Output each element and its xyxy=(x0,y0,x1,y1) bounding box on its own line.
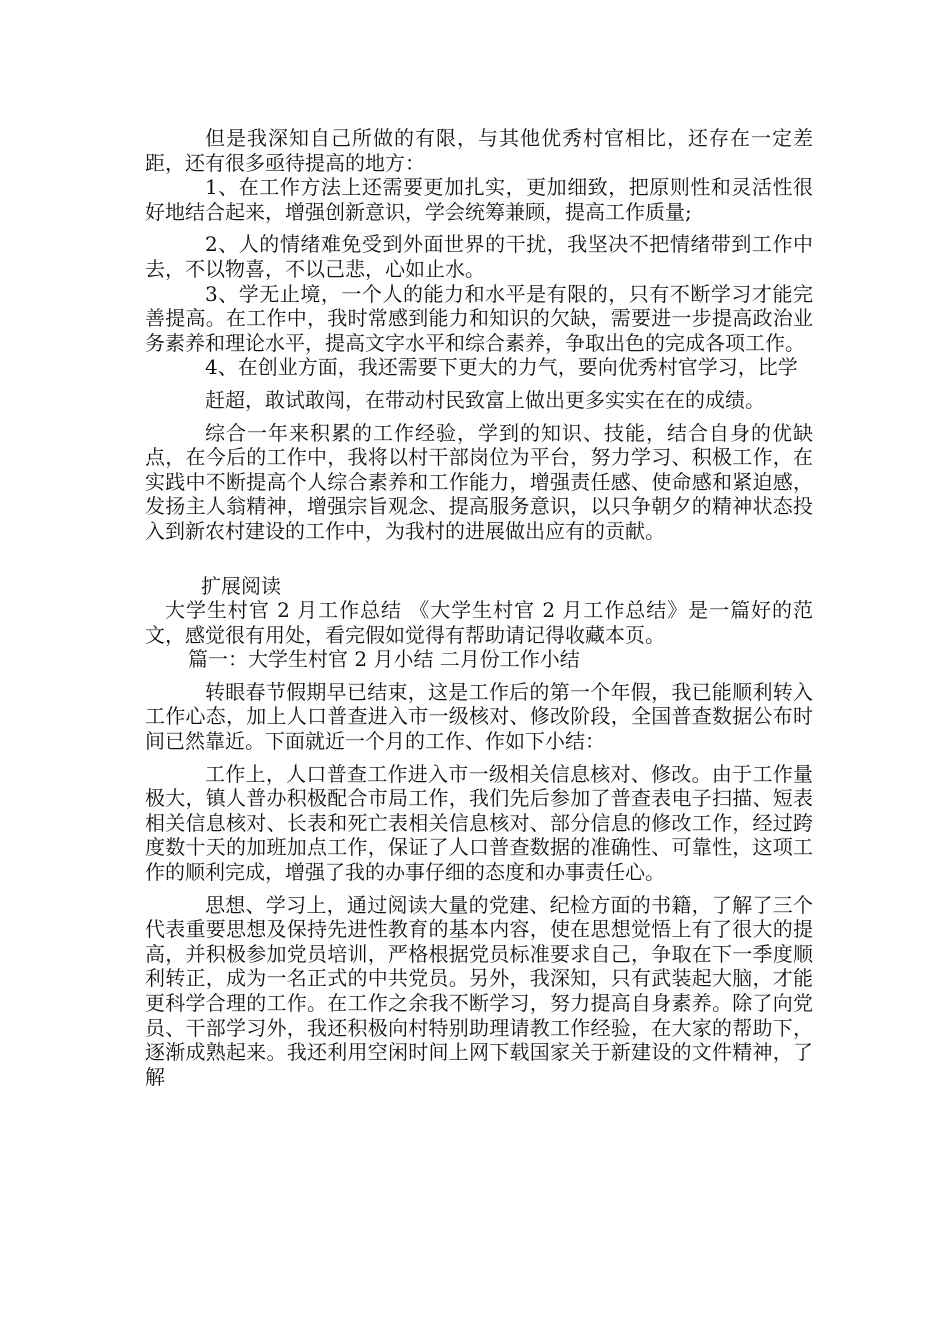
paragraph-item-4-continued: 赶超，敢试敢闯，在带动村民致富上做出更多实实在在的成绩。 xyxy=(205,387,765,412)
paragraph-shortcomings-intro: 但是我深知自己所做的有限，与其他优秀村官相比，还存在一定差距，还有很多亟待提高的地方： xyxy=(145,126,813,175)
paragraph-work: 工作上，人口普查工作进入市一级相关信息核对、修改。由于工作量极大，镇人普办积极配合市局工作，我们先后参加了普查表电子扫描、短表相关信息核对、长表和死亡表相关信息核对、部分信息的修改工作，经过跨度数十天的加班加点工作，保证了人口普查数据的准确性、可靠性，这项工作的顺利完成，增强了我的办事仔细的态度和办事责任心。 xyxy=(145,761,813,885)
paragraph-spring-festival: 转眼春节假期早已结束，这是工作后的第一个年假，我已能顺利转入工作心态，加上人口普查进入市一级核对、修改阶段，全国普查数据公布时间已然靠近。下面就近一个月的工作、作如下小结： xyxy=(145,679,813,754)
document-body xyxy=(145,126,813,1089)
paragraph-study: 思想、学习上，通过阅读大量的党建、纪检方面的书籍，了解了三个代表重要思想及保持先进性教育的基本内容，使在思想觉悟上有了很大的提高，并积极参加党员培训，严格根据党员标准要求自己，争取在下一季度顺利转正，成为一名正式的中共党员。另外，我深知，只有武装起大脑，才能更科学合理的工作。在工作之余我不断学习，努力提高自身素养。除了向党员、干部学习外，我还积极向村特别助理请教工作经验，在大家的帮助下，逐渐成熟起来。我还利用空闲时间上网下载国家关于新建设的文件精神，了解 xyxy=(145,892,813,1089)
paragraph-item-4: 4、在创业方面，我还需要下更大的力气，要向优秀村官学习，比学 xyxy=(205,355,798,380)
paragraph-article-intro: 大学生村官 2 月工作总结 《大学生村官 2 月工作总结》是一篇好的范文，感觉很有用处，看完假如觉得有帮助请记得收藏本页。 xyxy=(145,598,813,647)
paragraph-item-3: 3、学无止境，一个人的能力和水平是有限的，只有不断学习才能完善提高。在工作中，我时常感到能力和知识的欠缺，需要进一步提高政治业务素养和理论水平，提高文字水平和综合素养，争取出色的完成各项工作。 xyxy=(145,281,813,355)
heading-part-one: 篇一：大学生村官 2 月小结 二月份工作小结 xyxy=(188,647,580,672)
paragraph-summary: 综合一年来积累的工作经验，学到的知识、技能，结合自身的优缺点，在今后的工作中，我将以村干部岗位为平台，努力学习、积极工作，在实践中不断提高个人综合素养和工作能力，增强责任感、使命感和紧迫感，发扬主人翁精神，增强宗旨观念、提高服务意识，以只争朝夕的精神状态投入到新农村建设的工作中，为我村的进展做出应有的贡献。 xyxy=(145,420,813,543)
paragraph-item-1: 1、在工作方法上还需要更加扎实，更加细致，把原则性和灵活性很好地结合起来，增强创新意识，学会统筹兼顾，提高工作质量; xyxy=(145,175,813,224)
heading-extended-reading: 扩展阅读 xyxy=(201,573,281,598)
paragraph-item-2: 2、人的情绪难免受到外面世界的干扰，我坚决不把情绪带到工作中去，不以物喜，不以己悲，心如止水。 xyxy=(145,232,813,281)
